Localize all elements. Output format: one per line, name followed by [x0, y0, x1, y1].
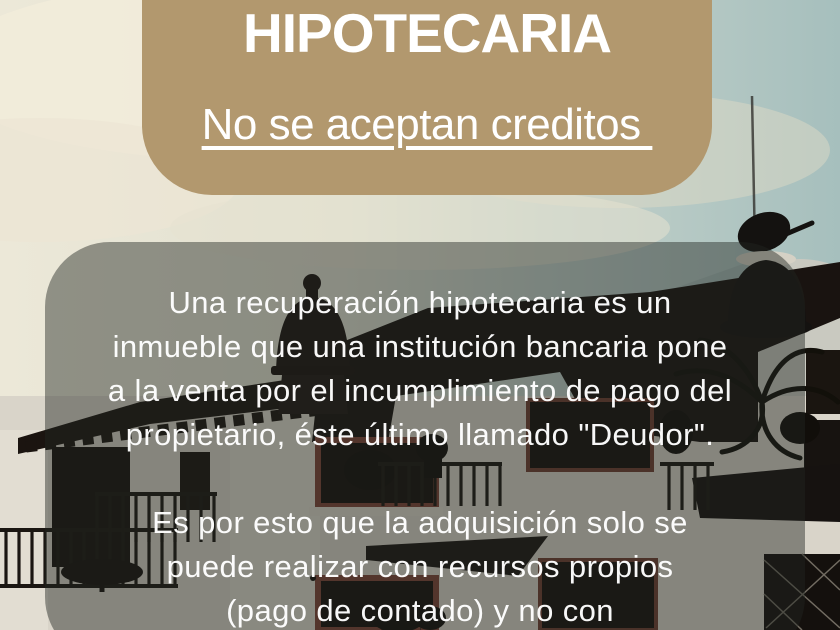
- body-line: inmueble que una institución bancaria pone: [112, 329, 728, 364]
- paragraph-definition: [58, 281, 782, 457]
- banner-title: HIPOTECARIA: [243, 2, 611, 64]
- body-line: a la venta por el incumplimiento de pago del: [107, 373, 733, 408]
- banner-subtitle: [142, 102, 712, 148]
- body-line: (pago de contado) y no con: [226, 593, 614, 628]
- body-line: propietario, éste último llamado "Deudor".: [125, 417, 715, 452]
- body-line: Una recuperación hipotecaria es un: [168, 285, 672, 320]
- banner-subtitle-underlined-text: No se aceptan creditos: [201, 100, 653, 149]
- body-line: Es por esto que la adquisición solo se: [152, 505, 688, 540]
- info-text: [58, 281, 782, 630]
- paragraph-conditions: [58, 501, 782, 630]
- banner: [142, 0, 712, 195]
- body-line: puede realizar con recursos propios: [166, 549, 674, 584]
- window: [806, 350, 840, 414]
